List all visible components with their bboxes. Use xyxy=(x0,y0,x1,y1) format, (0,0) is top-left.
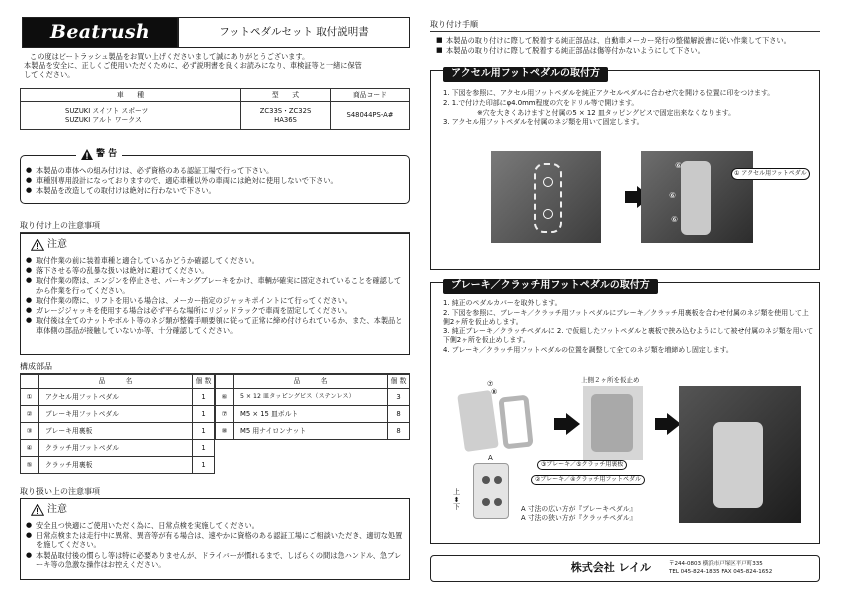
note-item: ● ガレージジャッキを使用する場合は必ず平らな場所にリジッドラックで車両を固定してください。 xyxy=(26,306,406,315)
hole-mark xyxy=(543,209,553,219)
pedal-hole xyxy=(494,476,502,484)
warning-list xyxy=(26,165,406,197)
parts-heading: 構成部品 xyxy=(20,362,410,374)
procedure-note: ■ 本製品の取り付けに際して脱着する純正部品は、自動車メーカー発行の整備解説書に従い作業して下さい。 xyxy=(436,36,821,45)
step: 1. 下図を参照に、アクセル用フットペダルを純正アクセルペダルに合わせ穴を開ける位置に印をつけます。 xyxy=(443,89,775,97)
parts-row: ⑥ 5 × 12 皿タッピングビス（ステンレス） 3 xyxy=(216,389,410,406)
dimension-notes: A 寸法の広い方が『ブレーキペダル』 A 寸法の狭い方が『クラッチペダル』 xyxy=(521,505,637,522)
step: 3. アクセル用フットペダルを付属のネジ類を用いて固定します。 xyxy=(443,118,644,127)
accel-title: アクセル用フットペダルの取付方 xyxy=(443,67,608,82)
temp-assembly-photo xyxy=(583,386,643,460)
product-code: S48044PS-A# xyxy=(331,102,410,130)
brake-pedal-part xyxy=(457,390,499,452)
brake-pedal-installed xyxy=(713,422,763,508)
caution-title: 注意 xyxy=(31,504,67,517)
install-notes-box xyxy=(20,233,410,355)
fitment-table: 車 種 型 式 商品コード SUZUKI スイフト スポーツ SUZUKI アルト ワークス ZC33S・ZC32S HA36S S48044PS-A# xyxy=(20,88,410,130)
foot-pedal-label: ②ブレーキ／④クラッチ用フットペダル xyxy=(531,475,645,485)
accel-pedal-installed xyxy=(681,161,711,235)
caution-triangle-icon xyxy=(31,239,44,251)
brake-section xyxy=(430,282,820,544)
parts-exploded-photo: ⑦ ⑧ xyxy=(461,388,539,456)
intro-text: この度はビートラッシュ製品をお買い上げくださいまして誠にありがとうございます。 本製品を安全に、正しくご使用いただくために、必ず説明書を良くお読みになり、車検証等と一緒に保管 してください。 xyxy=(24,52,362,80)
backing-plate-part xyxy=(498,395,533,450)
assembled-pedal xyxy=(591,394,633,452)
brake-title: ブレーキ／クラッチ用フットペダルの取付方 xyxy=(443,279,658,294)
note-item: ● 取付後は全てのナットやボルト等のネジ類が整備手順要領に従って正常に締め付けられているか、また、本製品と車体側の部品が接触していないか等、十分確認してください。 xyxy=(26,316,406,334)
company-footer xyxy=(430,555,820,582)
vehicle-cell: SUZUKI スイフト スポーツ SUZUKI アルト ワークス xyxy=(21,102,241,130)
accel-section xyxy=(430,70,820,270)
orientation-indicator: 上 ⬍ 下 xyxy=(453,488,460,512)
temp-fix-label: 上側２ヶ所を仮止め xyxy=(581,376,640,384)
install-notes-heading: 取り付け上の注意事項 xyxy=(20,221,410,233)
step: 3. 純正ブレーキ／クラッチペダルに 2. で仮組したフットペダルと裏板で挟み込むようにして被せ付属のネジ類を用いて下側2ヶ所を仮止めします。 xyxy=(443,327,814,345)
caution-triangle-icon xyxy=(31,504,44,516)
step: 4. ブレーキ／クラッチ用フットペダルの位置を調整して全てのネジ類を増締めし固定します。 xyxy=(443,346,733,355)
pedal-dimension-diagram: A xyxy=(473,463,509,519)
handling-notes-list xyxy=(26,520,406,570)
pedal-hole xyxy=(482,476,490,484)
parts-table-left: 品 名 個 数 ① アクセル用フットペダル 1 ② ブレーキ用フットペダル 1 ③ ブレーキ用裏板 1 ④ クラッチ用フットペダル 1 ⑤ クラッチ用裏板 1 xyxy=(20,374,215,474)
parts-table-right: 品 名 個 数 ⑥ 5 × 12 皿タッピングビス（ステンレス） 3 ⑦ M5 × 15 皿ボルト 8 ⑧ M5 用ナイロンナット 8 xyxy=(215,374,410,440)
warning-triangle-icon xyxy=(81,149,93,160)
note-item: ● 取付作業の前に装着車種と適合しているかどうか確認してください。 xyxy=(26,256,406,265)
note-item: ● 日常点検または走行中に異常、異音等が有る場合は、速やかに資格のある認証工場にご相談いただき、適切な処置を施してください。 xyxy=(26,531,406,549)
accel-after-photo: ⑥ ⑥ ⑥ xyxy=(641,151,753,243)
note-item: ● 本製品取付後の慣らし等は特に必要ありませんが、ドライバーが慣れるまで、しばらくの間は急ハンドル、急ブレーキ等の急激な操作はお控えください。 xyxy=(26,551,406,569)
warning-item: ● 本製品の車体への組み付けは、必ず資格のある認証工場で行って下さい。 xyxy=(26,166,406,175)
procedure-note: ■ 本製品の取り付けに際して脱着する純正部品は傷等付かないようにして下さい。 xyxy=(436,46,821,55)
pedal-hole xyxy=(482,498,490,506)
warning-title: 警 告 xyxy=(76,149,122,161)
parts-row: ⑧ M5 用ナイロンナット 8 xyxy=(216,423,410,440)
accel-before-photo xyxy=(491,151,601,243)
warning-item: ● 車種別専用設計になっておりますので、適応車種以外の車両には絶対に使用しないで下さい。 xyxy=(26,176,406,185)
install-notes-list xyxy=(26,255,406,336)
backing-plate-label: ③ブレーキ／⑤クラッチ用裏板 xyxy=(537,460,627,470)
accel-pedal-label: ① アクセル用フットペダル xyxy=(731,168,810,180)
step: ※穴を大きくあけますと付属の5 × 12 皿タッピングビスで固定出来なくなります。 xyxy=(477,108,735,117)
step: 1. 純正のペダルカバーを取外します。 xyxy=(443,299,562,307)
note-item: ● 落下させる等の乱暴な扱いは絶対に避けてください。 xyxy=(26,266,406,275)
handling-notes-heading: 取り扱い上の注意事項 xyxy=(20,487,410,499)
parts-row: ① アクセル用フットペダル 1 xyxy=(21,389,215,406)
company-name: 株式会社 レイル xyxy=(570,561,651,575)
model-cell: ZC33S・ZC32S HA36S xyxy=(241,102,331,130)
procedure-heading: 取り付け手順 xyxy=(430,20,820,32)
note-item: ● 取付作業の際に、リフトを用いる場合は、メーカー指定のジャッキポイントにて行ってください。 xyxy=(26,296,406,305)
caution-title: 注意 xyxy=(31,239,67,252)
company-address: 〒244-0803 横浜市戸塚区平戸町335 TEL 045-824-1835 FAX 045-824-1652 xyxy=(669,561,773,575)
parts-row: ③ ブレーキ用裏板 1 xyxy=(21,423,215,440)
pedal-hole xyxy=(494,498,502,506)
note-item: ● 取付作業の際は、エンジンを停止させ、パーキングブレーキをかけ、車輌が確実に固定されていることを確認してから作業を行ってください。 xyxy=(26,276,406,294)
parts-row: ④ クラッチ用フットペダル 1 xyxy=(21,440,215,457)
arrow-right-icon xyxy=(566,413,580,435)
brake-steps xyxy=(443,299,815,356)
parts-row: ② ブレーキ用フットペダル 1 xyxy=(21,406,215,423)
hole-mark xyxy=(543,177,553,187)
brand-logo: Beatrush xyxy=(22,17,178,48)
step: 2. 下図を参照に、ブレーキ／クラッチ用フットペダルにブレーキ／クラッチ用裏板を合わせ付属のネジ類を使用して上側2ヶ所を仮止めします。 xyxy=(443,308,809,326)
brake-installed-photo xyxy=(679,386,801,523)
parts-row: ⑦ M5 × 15 皿ボルト 8 xyxy=(216,406,410,423)
procedure-notes xyxy=(436,35,821,56)
parts-row: ⑤ クラッチ用裏板 1 xyxy=(21,457,215,474)
pedal-outline xyxy=(534,163,562,233)
warning-item: ● 本製品を改造しての取付けは絶対に行わないで下さい。 xyxy=(26,186,406,195)
step: 2. 1.で付けた印部にφ4.0mm程度の穴をドリル等で開けます。 xyxy=(443,98,639,107)
handling-notes-box xyxy=(20,498,410,580)
note-item: ● 安全且つ快適にご使用いただく為に、日常点検を実施してください。 xyxy=(26,521,406,530)
up-down-arrow-icon: ⬍ xyxy=(453,495,460,504)
document-title: フットペダルセット 取付説明書 xyxy=(178,17,410,48)
accel-steps xyxy=(443,89,815,128)
warning-box xyxy=(20,149,410,204)
